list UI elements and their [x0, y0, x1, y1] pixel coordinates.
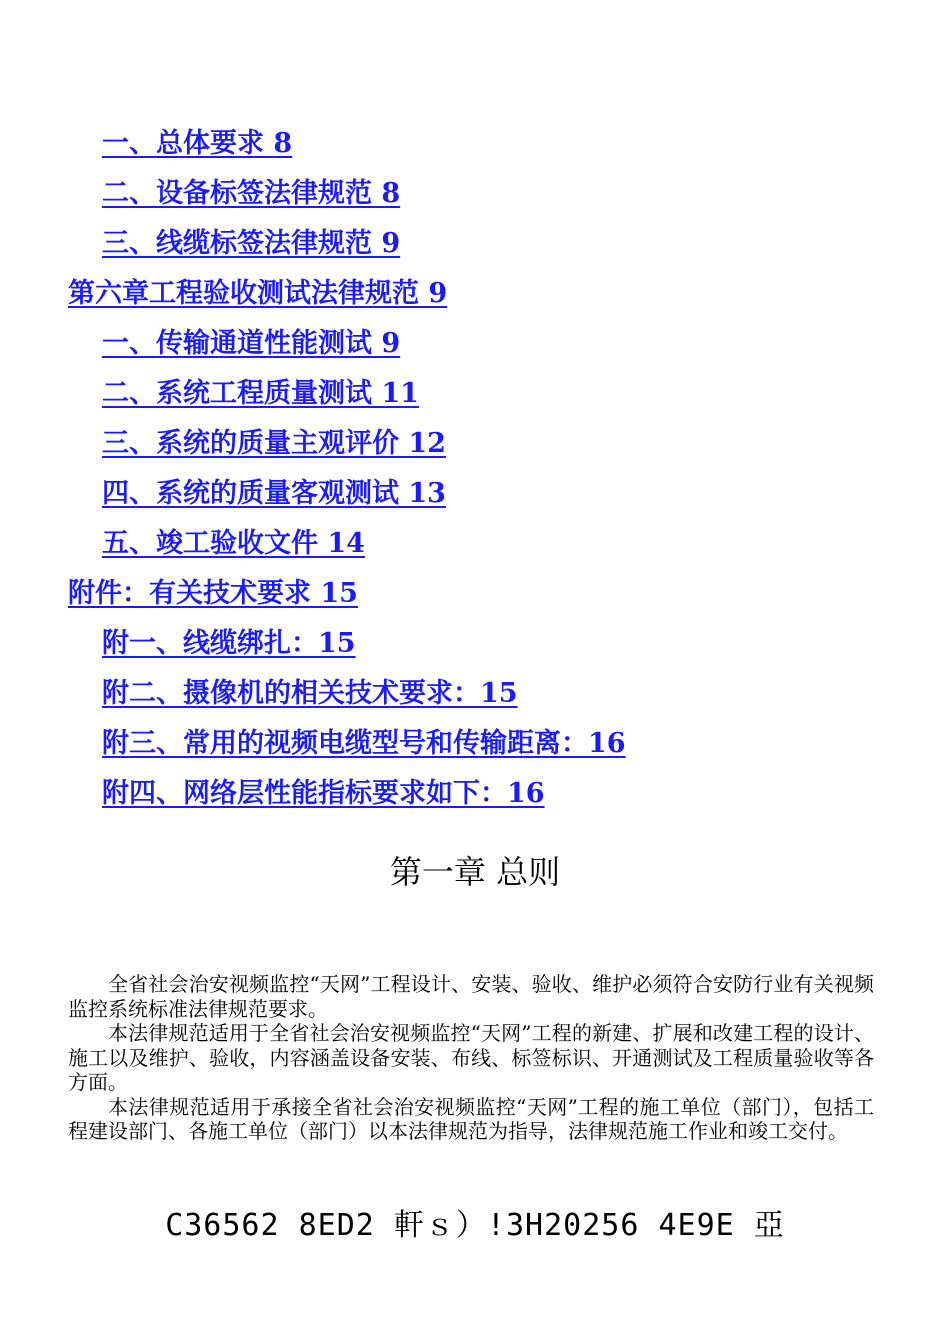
- paragraph: 本法律规范适用于全省社会治安视频监控“天网”工程的新建、扩展和改建工程的设计、施工以及维护、验收，内容涵盖设备安装、布线、标签标识、开通测试及工程质量验收等各方面。: [68, 1021, 874, 1094]
- toc-link[interactable]: 三、系统的质量主观评价 12: [102, 428, 446, 459]
- toc-link-chapter[interactable]: 附件：有关技术要求 15: [68, 578, 358, 609]
- toc-link[interactable]: 四、系统的质量客观测试 13: [102, 478, 446, 509]
- toc-link[interactable]: 二、设备标签法律规范 8: [102, 178, 401, 209]
- chapter-title: 第一章 总则: [389, 853, 561, 891]
- toc-link-chapter[interactable]: 第六章工程验收测试法律规范 9: [68, 278, 448, 309]
- footer-code: C36562 8ED2 軒ｓ）!3H20256 4E9E 亞: [165, 1208, 785, 1243]
- toc-link[interactable]: 一、总体要求 8: [102, 128, 293, 159]
- toc-link[interactable]: 附一、线缆绑扎：15: [102, 628, 356, 659]
- paragraph: 全省社会治安视频监控“天网”工程设计、安装、验收、维护必须符合安防行业有关视频监控系统标准法律规范要求。: [68, 972, 874, 1021]
- toc-link[interactable]: 附三、常用的视频电缆型号和传输距离：16: [102, 728, 626, 759]
- toc-link[interactable]: 三、线缆标签法律规范 9: [102, 228, 401, 259]
- body-text: [68, 972, 874, 1144]
- toc-link[interactable]: 二、系统工程质量测试 11: [102, 378, 419, 409]
- toc-link[interactable]: 附二、摄像机的相关技术要求：15: [102, 678, 518, 709]
- paragraph: 本法律规范适用于承接全省社会治安视频监控“天网”工程的施工单位（部门），包括工程建设部门、各施工单位（部门）以本法律规范为指导，法律规范施工作业和竣工交付。: [68, 1094, 874, 1143]
- toc-link[interactable]: 一、传输通道性能测试 9: [102, 328, 401, 359]
- toc-link[interactable]: 附四、网络层性能指标要求如下：16: [102, 778, 545, 809]
- toc-link[interactable]: 五、竣工验收文件 14: [102, 528, 365, 559]
